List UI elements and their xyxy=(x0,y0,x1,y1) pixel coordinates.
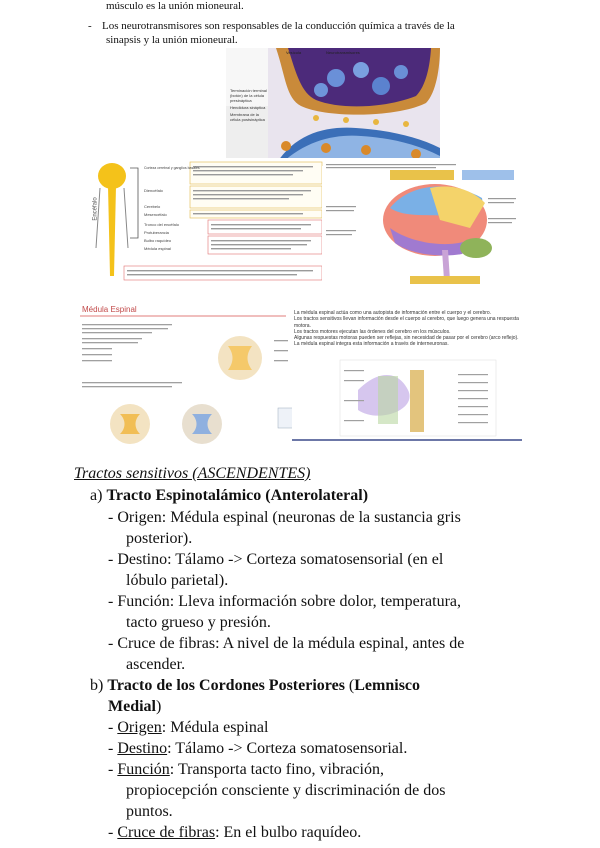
spinal-bullet: Los tractos sensitivos llevan información desde el cuerpo al cerebro, que luego genera una respuesta motora. xyxy=(294,316,519,329)
brain-side-label: Encéfalo xyxy=(92,197,99,221)
brain-label-medulla: Bulbo raquídeo xyxy=(144,238,172,243)
subsection-title-2: Lemnisco xyxy=(354,677,421,694)
item-dash: - xyxy=(108,824,118,841)
subsection-b-heading-cont xyxy=(108,697,161,717)
bullet-line xyxy=(88,20,455,33)
section-title: Tractos sensitivos (ASCENDENTES) xyxy=(74,465,311,482)
subsection-prefix: b) xyxy=(90,677,108,694)
item-dash: - xyxy=(108,740,118,757)
spinal-cord-diagram xyxy=(78,300,522,446)
list-item-cont: lóbulo parietal). xyxy=(126,572,229,589)
bullet-dash: - xyxy=(88,20,92,32)
brain-label-diencephalon: Diencéfalo xyxy=(144,188,163,193)
subsection-title: Tracto Espinotalámico (Anterolateral) xyxy=(106,487,369,504)
list-item xyxy=(108,508,461,528)
brain-diagram xyxy=(90,158,520,288)
item-label: - Origen xyxy=(108,509,162,526)
synapse-label-cleft: Hendidura sináptica xyxy=(230,105,266,110)
subsection-title-3: Medial xyxy=(108,698,156,715)
item-text: : En el bulbo raquídeo. xyxy=(215,824,362,841)
paren: ) xyxy=(156,698,162,715)
item-dash: - xyxy=(108,719,118,736)
subsection-title: Tracto de los Cordones Posteriores xyxy=(107,677,345,694)
list-item xyxy=(108,550,443,570)
synapse-illustration xyxy=(226,48,440,164)
spinal-title: Médula Espinal xyxy=(82,305,137,314)
brain-label-midbrain: Mesencéfalo xyxy=(144,212,167,217)
spinal-bullet: Los tractos motores ejecutan las órdenes del cerebro en los músculos. xyxy=(294,328,451,335)
list-item-cont: propiocepción consciente y discriminación de dos xyxy=(126,782,446,799)
spinal-right-text xyxy=(294,310,520,348)
item-text: : Tálamo -> Corteza somatosensorial (en el xyxy=(167,551,444,568)
subsection-a-heading xyxy=(90,486,368,506)
item-text: : A nivel de la médula espinal, antes de xyxy=(215,635,465,652)
synapse-label-terminal: Terminación terminal (botón) de la célula presináptica xyxy=(230,88,267,103)
brain-label-pons: Protuberancia xyxy=(144,230,169,235)
item-label: Origen xyxy=(117,719,162,736)
subsection-prefix: a) xyxy=(90,487,107,504)
item-label: - Función xyxy=(108,593,170,610)
brain-label-cerebellum: Cerebelo xyxy=(144,204,161,209)
spinal-bullet: Algunas respuestas motoras pueden ser reflejas, sin necesidad de pasar por el cerebro (arco reflejo). xyxy=(294,335,519,342)
item-label: Destino xyxy=(117,740,168,757)
item-text: : Tálamo -> Corteza somatosensorial. xyxy=(167,740,408,757)
synapse-label-membrane: Membrana de la célula postsináptica xyxy=(230,112,265,122)
item-label: Función xyxy=(117,761,170,778)
list-item-cont: ascender. xyxy=(126,656,186,673)
item-label: - Destino xyxy=(108,551,168,568)
brain-label-spinal-cord: Médula espinal xyxy=(144,246,171,251)
brain-label-cortex: Corteza cerebral y ganglios basales xyxy=(144,166,200,170)
text-line: músculo es la unión mioneural. xyxy=(106,0,244,12)
spinal-bullet: La médula espinal integra esta información a través de interneuronas. xyxy=(294,341,449,348)
subsection-b-heading xyxy=(90,676,420,696)
text-line: sinapsis y la unión mioneural. xyxy=(106,34,238,46)
brain-label-brainstem: Tronco del encéfalo xyxy=(144,222,179,227)
list-item xyxy=(108,823,361,843)
synapse-label-vesicle: Vesícula xyxy=(286,50,302,55)
synapse-label-nt: Neurotransmisores xyxy=(326,50,360,55)
list-item xyxy=(108,718,268,738)
list-item xyxy=(108,634,464,654)
list-item-cont: posterior). xyxy=(126,530,193,547)
item-label: - Cruce de fibras xyxy=(108,635,216,652)
item-text: : Médula espinal xyxy=(161,719,269,736)
item-text: : Transporta tacto fino, vibración, xyxy=(169,761,384,778)
item-label: Cruce de fibras xyxy=(117,824,216,841)
list-item xyxy=(108,739,407,759)
list-item-cont: tacto grueso y presión. xyxy=(126,614,271,631)
item-text: : Lleva información sobre dolor, temperatura, xyxy=(169,593,462,610)
list-item xyxy=(108,760,384,780)
item-text: : Médula espinal (neuronas de la sustancia gris xyxy=(161,509,461,526)
item-dash: - xyxy=(108,761,118,778)
list-item-cont: puntos. xyxy=(126,803,173,820)
paren: ( xyxy=(344,677,355,694)
text-line: Los neurotransmisores son responsables de la conducción química a través de la xyxy=(102,20,455,32)
spinal-bullet: La médula espinal actúa como una autopista de información entre el cuerpo y el cerebro. xyxy=(294,310,492,316)
list-item xyxy=(108,592,461,612)
